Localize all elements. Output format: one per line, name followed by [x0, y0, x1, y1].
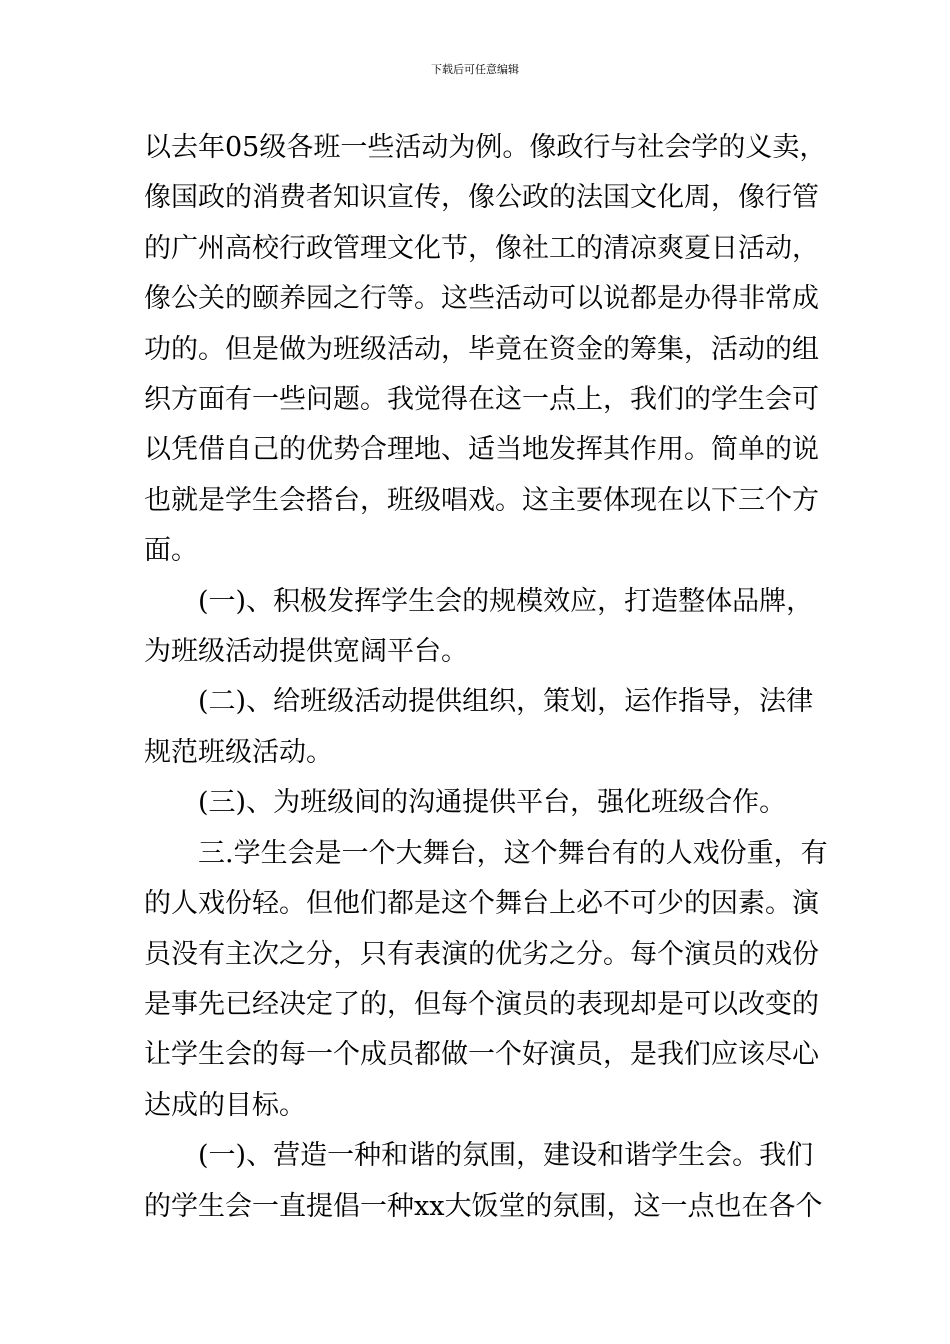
text-line: (二)、给班级活动提供组织，策划，运作指导，法律: [198, 686, 814, 718]
text-line: 是事先已经决定了的，但每个演员的表现却是可以改变的: [144, 988, 819, 1020]
text-line: 规范班级活动。: [144, 736, 333, 768]
text-line: 为班级活动提供宽阔平台。: [144, 636, 468, 668]
text-line: 以凭借自己的优势合理地、适当地发挥其作用。简单的说: [144, 434, 819, 466]
text-line: (一)、积极发挥学生会的规模效应，打造整体品牌，: [198, 585, 814, 617]
text-line: 功的。但是做为班级活动，毕竟在资金的筹集，活动的组: [144, 333, 819, 365]
text-line: (三)、为班级间的沟通提供平台，强化班级合作。: [198, 787, 787, 819]
text-line: 员没有主次之分，只有表演的优劣之分。每个演员的戏份: [144, 938, 819, 970]
page-header: 下载后可任意编辑: [431, 63, 519, 76]
text-line: 的学生会一直提倡一种xx大饭堂的氛围，这一点也在各个: [144, 1190, 823, 1222]
text-line: 像公关的颐养园之行等。这些活动可以说都是办得非常成: [144, 283, 819, 315]
text-line: 三.学生会是一个大舞台，这个舞台有的人戏份重，有: [198, 837, 828, 869]
text-line: 面。: [144, 535, 198, 567]
text-line: 达成的目标。: [144, 1089, 306, 1121]
text-line: 的广州高校行政管理文化节，像社工的清凉爽夏日活动，: [144, 232, 819, 264]
text-line: 也就是学生会搭台，班级唱戏。这主要体现在以下三个方: [144, 484, 819, 516]
text-line: 的人戏份轻。但他们都是这个舞台上必不可少的因素。演: [144, 888, 819, 920]
text-line: 像国政的消费者知识宣传，像公政的法国文化周，像行管: [144, 182, 819, 214]
document-body: [144, 123, 828, 1232]
text-line: 织方面有一些问题。我觉得在这一点上，我们的学生会可: [144, 384, 819, 416]
text-line: (一)、营造一种和谐的氛围，建设和谐学生会。我们: [198, 1140, 814, 1172]
text-line: 让学生会的每一个成员都做一个好演员，是我们应该尽心: [144, 1039, 819, 1071]
text-line: 以去年05级各班一些活动为例。像政行与社会学的义卖，: [144, 132, 827, 163]
